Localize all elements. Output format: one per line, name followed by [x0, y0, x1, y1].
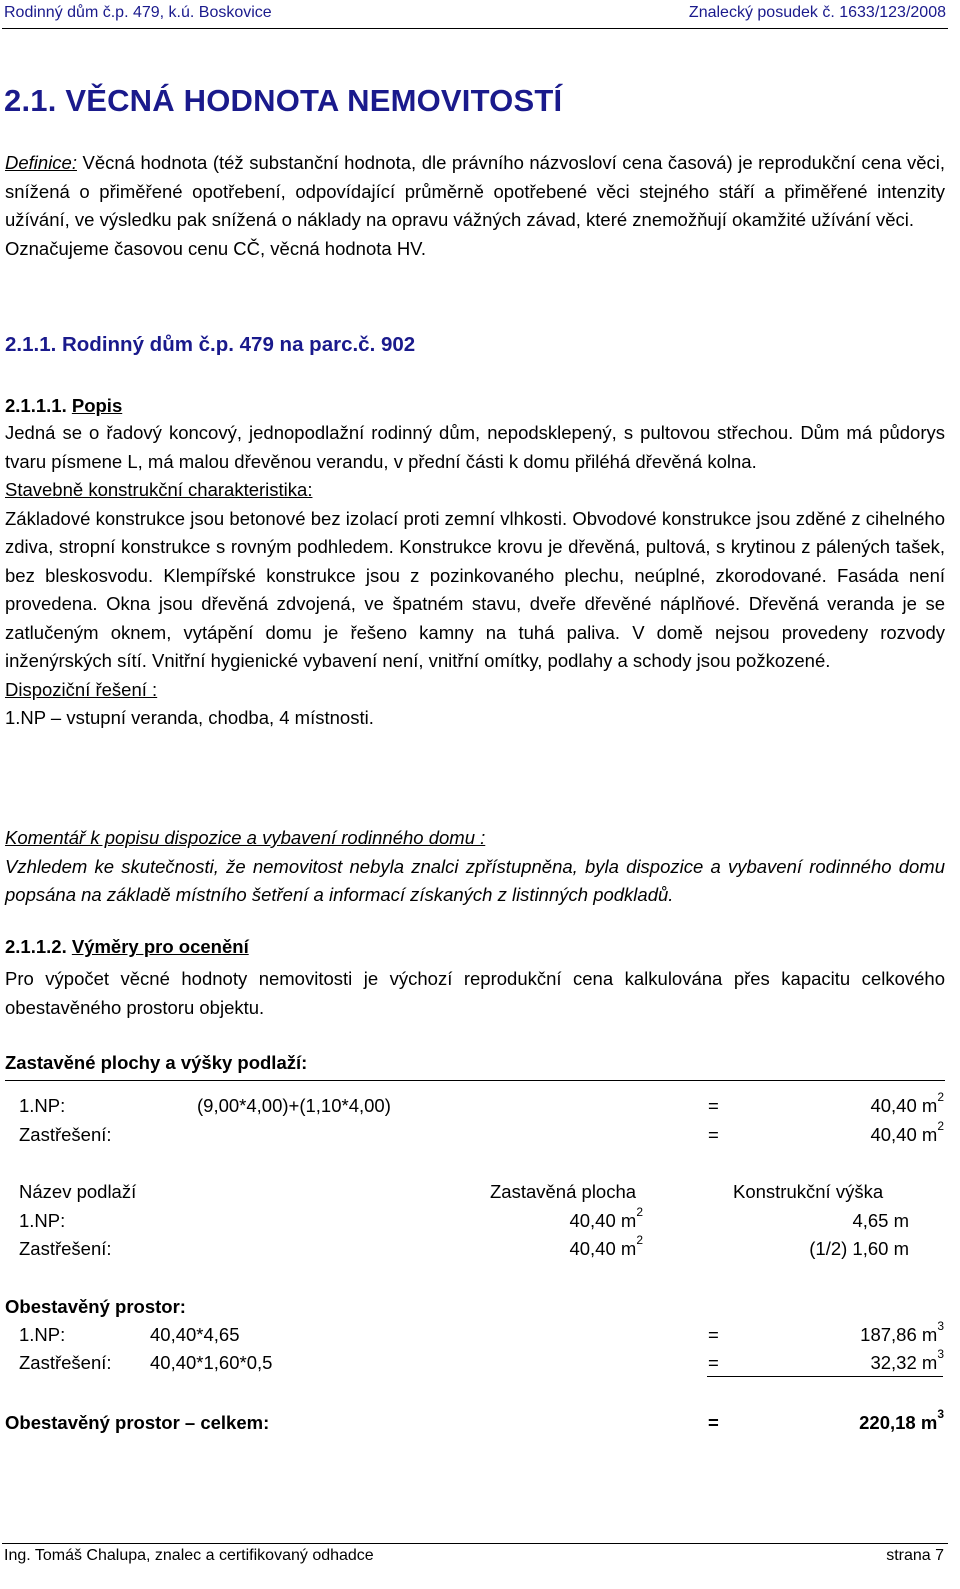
built-areas-heading: Zastavěné plochy a výšky podlaží: — [5, 1052, 308, 1073]
table-row-name: Zastřešení: — [19, 1238, 112, 1259]
enclosed-row-value: 187,86 $m^3$ — [860, 1318, 944, 1345]
section-title: 2.1. VĚCNÁ HODNOTA NEMOVITOSTÍ — [4, 83, 563, 118]
built-area-row-value: 40,40 $m^2$ — [870, 1089, 944, 1116]
disposition-text: 1.NP – vstupní veranda, chodba, 4 místnosti. — [5, 707, 374, 728]
definition-block — [5, 149, 945, 263]
table-row-area: 40,40 $m^2$ — [569, 1232, 643, 1259]
table-row-name: 1.NP: — [19, 1210, 66, 1231]
enclosed-row-name: Zastřešení: — [19, 1352, 112, 1373]
enclosed-row-name: 1.NP: — [19, 1324, 66, 1345]
enclosed-row-eq: = — [708, 1352, 719, 1373]
definition-text: Věcná hodnota (též substanční hodnota, dle právního názvosloví cena časová) je reprodukční cena věci, snížená o přiměřené opotřebení, odpovídající průměrně opotřebené věci stejného stáří a přiměřené intenzity užívání, ve výsledku pak snížená o náklady na opravu vážných závad, které znemožňují okamžité užívání věci. — [5, 152, 945, 230]
table-row-area: 40,40 $m^2$ — [569, 1204, 643, 1231]
table-header-name: Název podlaží — [19, 1181, 137, 1202]
built-area-row-value: 40,40 $m^2$ — [870, 1118, 944, 1145]
definition-label: Definice: — [5, 152, 77, 173]
sum-underline — [707, 1376, 943, 1377]
popis-intro: Jedná se o řadový koncový, jednopodlažní rodinný dům, nepodsklepený, s pultovou střechou. Dům má půdorys tvaru písmene L, má malou dřevěnou verandu, v přední části k domu přiléhá dřevěná kolna. — [5, 422, 945, 472]
built-area-row-eq: = — [708, 1095, 719, 1116]
footer-author: Ing. Tomáš Chalupa, znalec a certifikovaný odhadce — [4, 1547, 374, 1564]
table-header-height: Konstrukční výška — [733, 1181, 884, 1202]
built-area-row-name: Zastřešení: — [19, 1124, 112, 1145]
header-divider — [2, 28, 948, 29]
measurements-heading-label: Výměry pro ocenění — [71, 936, 249, 957]
footer-divider — [2, 1543, 948, 1544]
enclosed-space-heading: Obestavěný prostor: — [5, 1296, 186, 1317]
popis-block — [5, 419, 945, 733]
construction-label: Stavebně konstrukční charakteristika: — [5, 479, 313, 500]
page-number: strana 7 — [886, 1547, 944, 1564]
built-area-row-name: 1.NP: — [19, 1095, 66, 1116]
built-area-row-eq: = — [708, 1124, 719, 1145]
disposition-label: Dispoziční řešení : — [5, 678, 158, 700]
measurements-text: Pro výpočet věcné hodnoty nemovitosti je výchozí reprodukční cena kalkulována přes kapacitu celkového obestavěného prostoru objektu. — [5, 968, 945, 1018]
table-row-height: (1/2) 1,60 m — [809, 1238, 909, 1259]
built-area-row-formula: (9,00*4,00)+(1,10*4,00) — [197, 1095, 391, 1116]
popis-heading-num: 2.1.1.1. — [5, 395, 67, 416]
comment-block — [5, 824, 945, 910]
comment-text: Vzhledem ke skutečnosti, že nemovitost nebyla znalci zpřístupněna, byla dispozice a vybavení rodinného domu popsána na základě místního šetření a informací získaných z listinných podkladů. — [5, 855, 945, 905]
header-left: Rodinný dům č.p. 479, k.ú. Boskovice — [4, 4, 272, 21]
enclosed-row-eq: = — [708, 1324, 719, 1345]
enclosed-row-value: 32,32 $m^3$ — [870, 1346, 944, 1373]
enclosed-total-eq: = — [708, 1412, 719, 1433]
measurements-heading-num: 2.1.1.2. — [5, 936, 67, 957]
table-row-height: 4,65 m — [852, 1210, 909, 1231]
enclosed-total-label: Obestavěný prostor – celkem: — [5, 1412, 270, 1433]
header-right: Znalecký posudek č. 1633/123/2008 — [688, 4, 946, 21]
measurements-heading — [5, 936, 249, 958]
popis-heading-label: Popis — [71, 395, 123, 416]
definition-note: Označujeme časovou cenu CČ, věcná hodnota HV. — [5, 237, 426, 259]
table-header-area: Zastavěná plocha — [490, 1181, 637, 1202]
comment-label: Komentář k popisu dispozice a vybavení rodinného domu : — [5, 827, 486, 848]
enclosed-total-value: 220,18 $m^3$ — [859, 1406, 944, 1433]
subsection-title: 2.1.1. Rodinný dům č.p. 479 na parc.č. 902 — [5, 333, 416, 356]
construction-text: Základové konstrukce jsou betonové bez izolací proti zemní vlhkosti. Obvodové konstrukce jsou zděné z cihelného zdiva, stropní konstrukce s rovným podhledem. Konstrukce krovu je dřevěná, pultová, s krytinou z pálených tašek, bez bleskosvodu. Klempířské konstrukce jsou z pozinkovaného plechu, neúplné, zkorodované. Fasáda není provedena. Okna jsou dřevěná zdvojená, ve špatném stavu, dveře dřevěné náplňové. Dřevěná veranda je se zatlučeným oknem, vytápění domu je řešeno kamny na tuhá paliva. V domě nejsou provedeny rozvody inženýrských sítí. Vnitřní hygienické vybavení není, vnitřní omítky, podlahy a schody jsou požkozené. — [5, 507, 945, 671]
table-divider — [5, 1080, 945, 1081]
enclosed-row-formula: 40,40*4,65 — [150, 1324, 240, 1345]
enclosed-row-formula: 40,40*1,60*0,5 — [150, 1352, 273, 1373]
popis-heading — [5, 395, 122, 417]
